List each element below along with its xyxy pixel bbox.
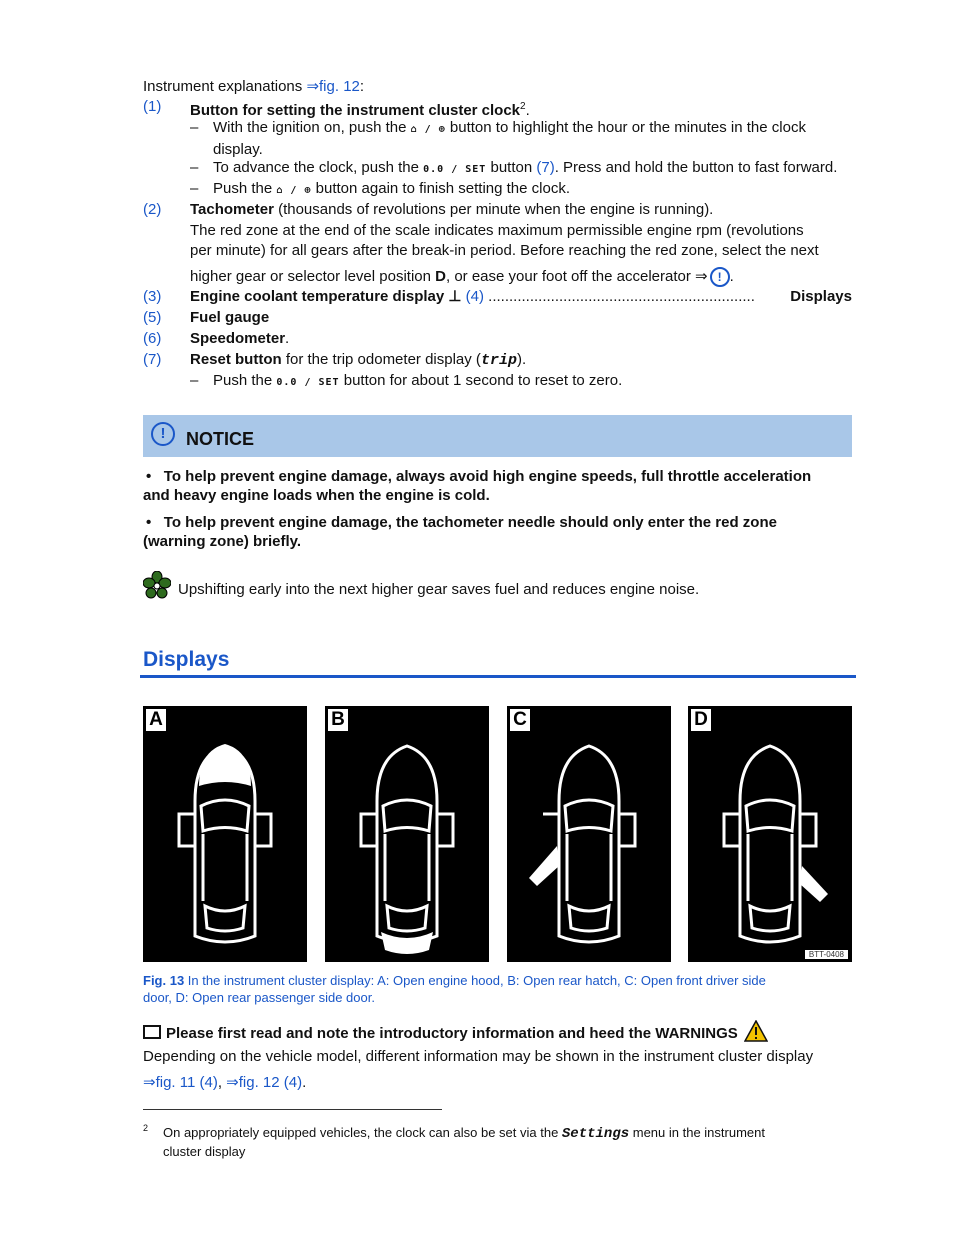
intro-text: Instrument explanations xyxy=(143,78,307,95)
notice-item-2: • To help prevent engine damage, the tachometer needle should only enter the red zone (warning zone) briefly. xyxy=(143,514,777,550)
depending-text: Depending on the vehicle model, different information may be shown in the instrument cluster display ⇒fig. 11 (4), ⇒fig. 12 (4). xyxy=(143,1048,814,1091)
car-outline-driver-door-open xyxy=(507,706,671,962)
footnote-number: 2 xyxy=(143,1123,149,1133)
item-7-link[interactable]: (7) xyxy=(536,159,555,176)
panel-label: A xyxy=(146,709,166,731)
figure-caption: Fig. 13 In the instrument cluster display: A: Open engine hood, B: Open rear hatch, C: Open front driver side door, D: Open rear passenger side door. xyxy=(143,973,766,1005)
panel-a xyxy=(143,706,307,962)
fig-12-link[interactable]: fig. 12 (4) xyxy=(238,1074,303,1091)
section-title: Displays xyxy=(143,648,230,671)
item-title: Button for setting the instrument cluster clock xyxy=(190,102,521,119)
panel-label: D xyxy=(691,709,711,731)
figure-code: BTT-0408 xyxy=(805,950,848,959)
item-4-link[interactable]: (4) xyxy=(465,288,484,305)
item-title: Reset button xyxy=(190,351,282,368)
arrow-icon: ⇒ xyxy=(695,268,708,285)
tacho-description: The red zone at the end of the scale indicates maximum permissible engine rpm (revolutions per minute) for all gears after the break-in period. Before reaching the red zone, select the next higher gear or selector level position D, or ease your foot off the accelerator ⇒ ! . xyxy=(190,222,819,285)
item-number: (5) xyxy=(143,309,162,326)
displays-link[interactable]: Displays xyxy=(790,288,852,305)
notice-link-icon[interactable]: ! xyxy=(710,267,730,287)
panel-d xyxy=(688,706,852,962)
item-number: (3) xyxy=(143,288,162,305)
notice-item-1: • To help prevent engine damage, always avoid high engine speeds, full throttle acceleration and heavy engine loads when the engine is cold. xyxy=(143,468,812,504)
notice-title: NOTICE xyxy=(186,429,255,449)
clock-button-icon: ⌂ / ⊕ xyxy=(410,124,446,135)
item-number: (7) xyxy=(143,351,162,368)
coolant-icon: ⊥ xyxy=(448,288,462,305)
panel-label: C xyxy=(510,709,530,731)
caption-label: Fig. 13 xyxy=(143,973,185,988)
eco-flower-icon xyxy=(143,571,171,599)
notice-icon: ! xyxy=(151,422,175,446)
clock-button-icon: ⌂ / ⊕ xyxy=(276,185,312,196)
fig-11-link[interactable]: fig. 11 (4) xyxy=(155,1074,218,1091)
footnote-ref[interactable]: 2 xyxy=(520,101,526,112)
item-title: Speedometer xyxy=(190,330,286,347)
footnote-rule xyxy=(143,1109,442,1110)
reset-button-icon: 0.0 / SET xyxy=(276,377,340,388)
read-first-line: Please first read and note the introductory information and heed the WARNINGS xyxy=(143,1020,768,1045)
intro-line: Instrument explanations ⇒fig. 12: xyxy=(143,78,365,95)
reset-button-icon: 0.0 / SET xyxy=(423,164,487,175)
car-outline-hatch-open xyxy=(325,706,489,962)
item-number: (6) xyxy=(143,330,162,347)
panel-label: B xyxy=(328,709,348,731)
footnote: 2 On appropriately equipped vehicles, the clock can also be set via the Settings menu in the instrument cluster display xyxy=(143,1124,843,1160)
item-title: Fuel gauge xyxy=(190,309,270,326)
item-title: Tachometer xyxy=(190,201,274,218)
fig-12-link[interactable]: fig. 12 xyxy=(319,78,360,95)
car-outline-rear-passenger-door-open xyxy=(688,706,852,962)
figure-13 xyxy=(143,706,852,962)
car-outline-hood-open xyxy=(143,706,307,962)
eco-tip-text: Upshifting early into the next higher gear saves fuel and reduces engine noise. xyxy=(178,581,700,598)
item-number: (2) xyxy=(143,201,162,218)
panel-c xyxy=(507,706,671,962)
notice-body xyxy=(143,467,852,551)
panel-b xyxy=(325,706,489,962)
item-number: (1) xyxy=(143,98,162,115)
item-title: Engine coolant temperature display xyxy=(190,288,445,305)
heading-rule xyxy=(140,675,856,678)
warning-triangle-icon[interactable] xyxy=(744,1020,768,1042)
notice-header xyxy=(143,415,852,457)
book-icon xyxy=(143,1025,161,1039)
arrow-icon: ⇒ xyxy=(226,1074,239,1091)
arrow-icon: ⇒ xyxy=(306,78,320,95)
arrow-icon: ⇒ xyxy=(143,1074,156,1091)
